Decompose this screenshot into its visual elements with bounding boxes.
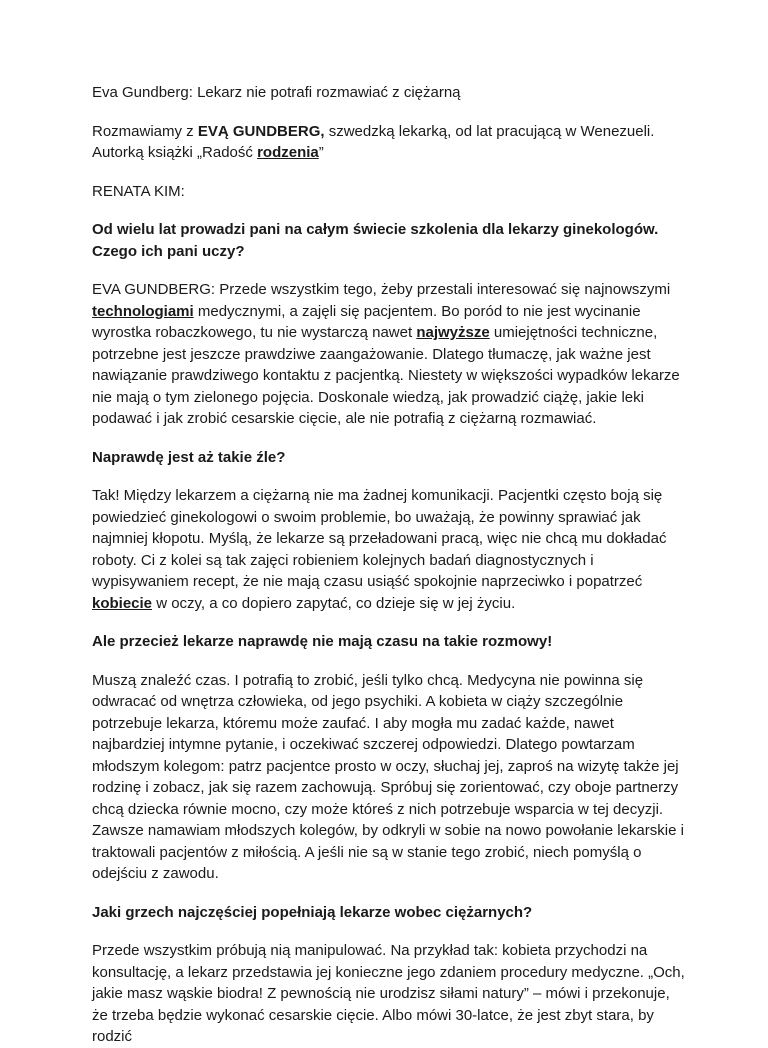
answer-1-part-1: EVA GUNDBERG: Przede wszystkim tego, żeby przestali interesować się najnowszymi [92,281,671,298]
question-3: Ale przecież lekarze naprawdę nie mają czasu na takie rozmowy! [92,633,553,650]
answer-1 [92,279,688,430]
link-rodzenia[interactable]: rodzenia [257,144,319,161]
answer-1-part-2: medycznymi, a zajęli się pacjentem. Bo poród to nie jest wycinanie wyrostka robaczkowego, tu nie wystarczą nawet [92,302,641,341]
link-kobiecie[interactable]: kobiecie [92,594,153,612]
answer-3: Muszą znaleźć czas. I potrafią to zrobić, jeśli tylko chcą. Medycyna nie powinna się odwracać od wnętrza człowieka, od jego psychiki. A kobieta w ciąży szczególnie potrzebuje lekarza, któremu może zaufać. I aby mogła mu zadać każde, nawet najbardziej intymne pytanie, i oczekiwać szczerej odpowiedzi. Dlatego powtarzam młodszym kolegom: patrz pacjentce prosto w oczy, słuchaj jej, zaproś na wizytę także jej rodzinę i zobacz, jak się razem zachowują. Spróbuj się zorientować, czy oboje partnerzy chcą dziecka równie mocno, czy może któreś z nich potrzebuje wsparcia w tej decyzji. Zawsze namawiam młodszych kolegów, by odkryli w sobie na nowo powołanie lekarskie i traktowali pacjentów z miłością. A jeśli nie są w stanie tego zrobić, niech pomyślą o odejściu z zawodu. [92,671,684,882]
answer-2-part-2: w oczy, a co dopiero zapytać, co dzieje się w jej życiu. [152,594,516,612]
question-1: Od wielu lat prowadzi pani na całym świecie szkolenia dla lekarzy ginekologów. Czego ich pani uczy? [92,221,659,260]
intro-text-middle: szwedzką lekarką, od lat pracującą w Wenezueli. Autorką książki „Radość [92,122,655,161]
intro-text-before: Rozmawiamy z [92,122,198,140]
intro-paragraph [92,121,688,164]
link-technologiami[interactable]: technologiami [92,302,194,320]
question-4: Jaki grzech najczęściej popełniają lekarze wobec ciężarnych? [92,903,533,921]
question-2: Naprawdę jest aż takie źle? [92,448,286,466]
answer-4: Przede wszystkim próbują nią manipulować. Na przykład tak: kobieta przychodzi na konsultację, a lekarz przedstawia jej konieczne jego zdaniem procedury medyczne. „Och, jakie masz wąskie biodra! Z pewnością nie urodzisz siłami natury” – mówi i przekonuje, że trzeba będzie wykonać cesarskie cięcie. Albo mówi 30-latce, że jest zbyt stara, by rodzić [92,942,685,1045]
interviewer-label: RENATA KIM: [92,182,185,200]
answer-2 [92,485,688,614]
article-title: Eva Gundberg: Lekarz nie potrafi rozmawiać z ciężarną [92,84,461,101]
interviewee-name: EVĄ GUNDBERG, [197,122,325,140]
link-najwyzsze[interactable]: najwyższe [416,324,490,341]
intro-text-after: ” [318,144,324,161]
answer-2-part-1: Tak! Między lekarzem a ciężarną nie ma żadnej komunikacji. Pacjentki często boją się powiedzieć ginekologowi o swoim problemie, bo uważają, że powinny sprawiać jak najmniej kłopotu. Myślą, że lekarze są przeładowani pracą, więc nie chcą mu dokładać roboty. Ci z kolei są tak zajęci robieniem kolejnych badań diagnostycznych i wypisywaniem recept, że nie mają czasu usiąść spokojnie naprzeciwko i popatrzeć [92,487,667,590]
answer-1-part-3: umiejętności techniczne, potrzebne jest jeszcze prawdziwe zaangażowanie. Dlatego tłumaczę, jak ważne jest nawiązanie prawdziwego kontaktu z pacjentką. Niestety w większości wypadków lekarze nie mają o tym zielonego pojęcia. Doskonale wiedzą, jak prowadzić ciążę, jakie leki podawać i jak zrobić cesarskie cięcie, ale nie potrafią z ciężarną rozmawiać. [92,324,680,427]
